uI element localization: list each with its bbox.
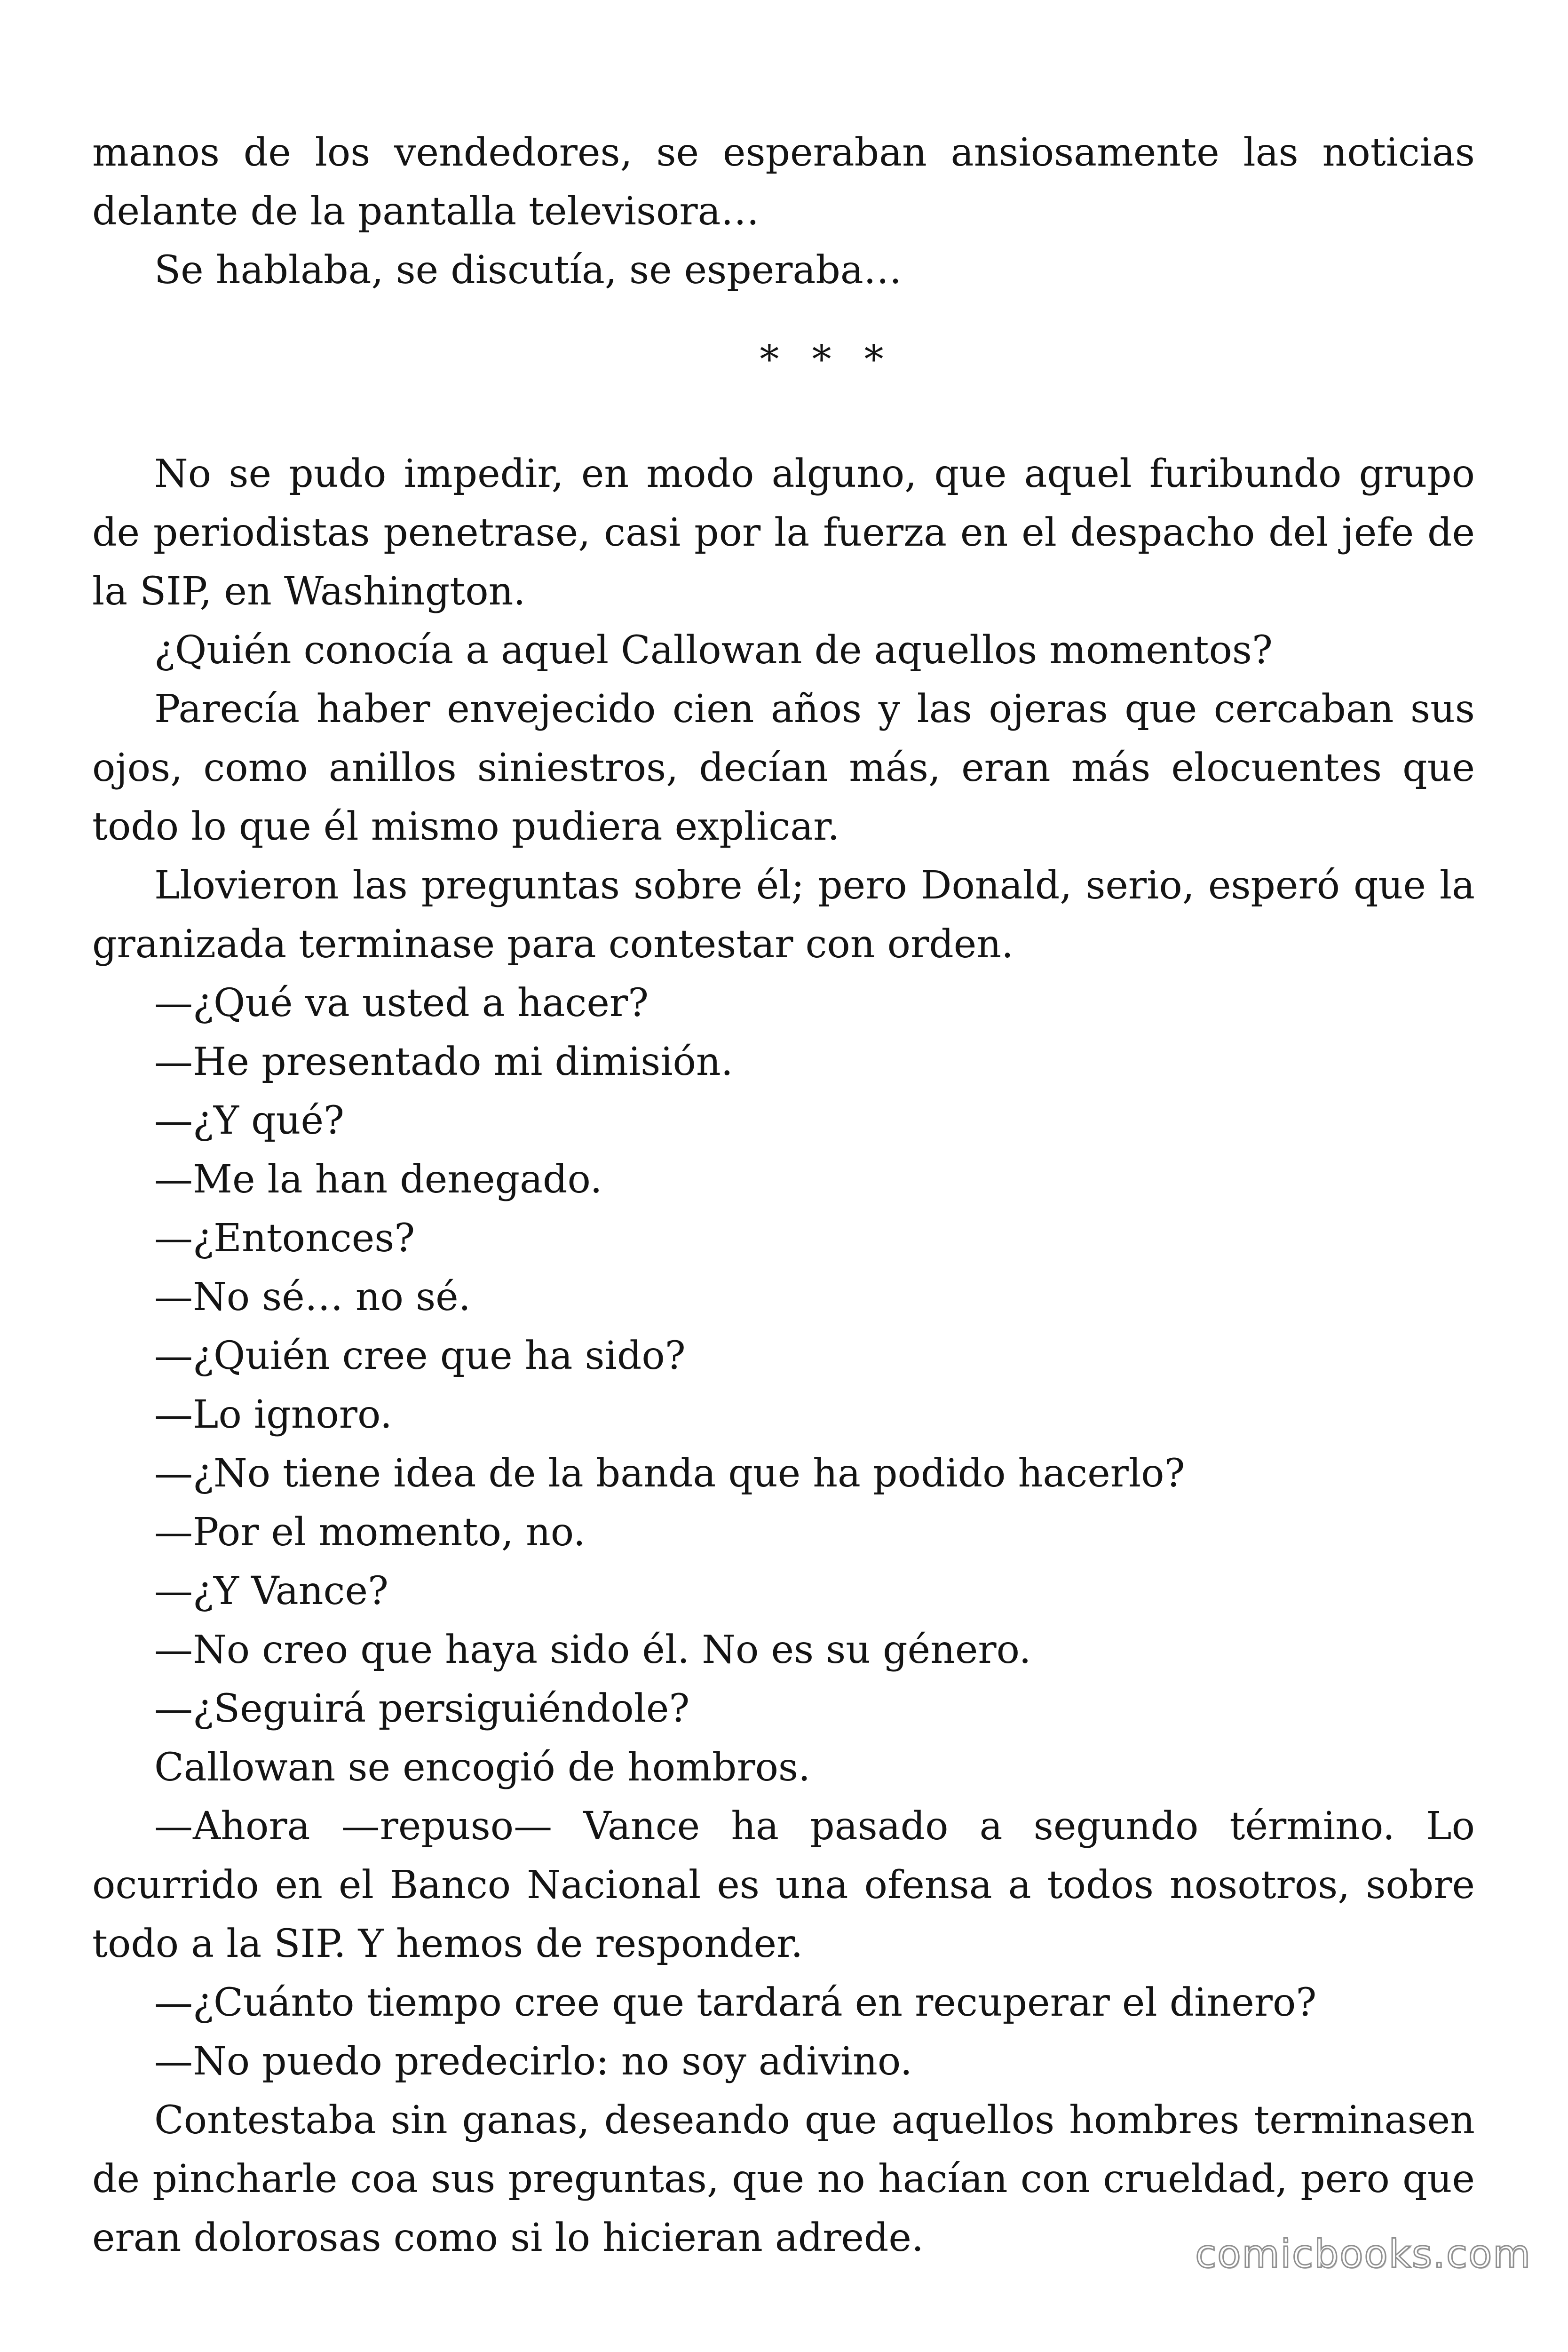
paragraph: manos de los vendedores, se esperaban ansiosamente las noticias delante de la pantalla televisora… bbox=[92, 130, 1475, 234]
dialogue-line: —He presentado mi dimisión. bbox=[154, 1040, 733, 1084]
paragraph: Parecía haber envejecido cien años y las ojeras que cercaban sus ojos, como anillos siniestros, decían más, eran más elocuentes que todo lo que él mismo pudiera explicar. bbox=[92, 687, 1475, 849]
section-separator: * * * bbox=[760, 337, 894, 382]
watermark: comicbooks.com bbox=[1195, 2232, 1531, 2277]
paragraph: Callowan se encogió de hombros. bbox=[154, 1745, 811, 1790]
dialogue-line: —Ahora —repuso— Vance ha pasado a segundo término. Lo ocurrido en el Banco Nacional es una ofensa a todos nosotros, sobre todo a la SIP. Y hemos de responder. bbox=[92, 1804, 1475, 1966]
dialogue-line: —¿Seguirá persiguiéndole? bbox=[154, 1686, 690, 1731]
paragraph: Llovieron las preguntas sobre él; pero Donald, serio, esperó que la granizada terminase para contestar con orden. bbox=[92, 863, 1475, 967]
dialogue-line: —¿Entonces? bbox=[154, 1216, 415, 1261]
dialogue-line: —¿Cuánto tiempo cree que tardará en recuperar el dinero? bbox=[154, 1980, 1317, 2025]
dialogue-line: —Me la han denegado. bbox=[154, 1157, 602, 1202]
paragraph: No se pudo impedir, en modo alguno, que aquel furibundo grupo de periodistas penetrase, casi por la fuerza en el despacho del jefe de la SIP, en Washington. bbox=[92, 452, 1475, 614]
dialogue-line: —¿Y qué? bbox=[154, 1098, 344, 1143]
dialogue-line: —No puedo predecirlo: no soy adivino. bbox=[154, 2039, 912, 2084]
dialogue-line: —Por el momento, no. bbox=[154, 1510, 586, 1555]
dialogue-line: —¿Y Vance? bbox=[154, 1569, 388, 1613]
dialogue-line: —Lo ignoro. bbox=[154, 1392, 392, 1437]
main-text-block bbox=[92, 445, 1475, 2267]
paragraph: ¿Quién conocía a aquel Callowan de aquellos momentos? bbox=[154, 628, 1273, 673]
top-text-block bbox=[92, 123, 1475, 300]
dialogue-line: —¿No tiene idea de la banda que ha podido hacerlo? bbox=[154, 1451, 1185, 1496]
paragraph: Se hablaba, se discutía, se esperaba… bbox=[154, 248, 902, 293]
dialogue-line: —No creo que haya sido él. No es su género. bbox=[154, 1628, 1031, 1672]
dialogue-line: —¿Qué va usted a hacer? bbox=[154, 981, 649, 1025]
dialogue-line: —No sé… no sé. bbox=[154, 1275, 471, 1319]
dialogue-line: —¿Quién cree que ha sido? bbox=[154, 1334, 686, 1378]
paragraph: Contestaba sin ganas, deseando que aquellos hombres terminasen de pincharle coa sus preguntas, que no hacían con crueldad, pero que eran dolorosas como si lo hicieran adrede. bbox=[92, 2098, 1475, 2260]
